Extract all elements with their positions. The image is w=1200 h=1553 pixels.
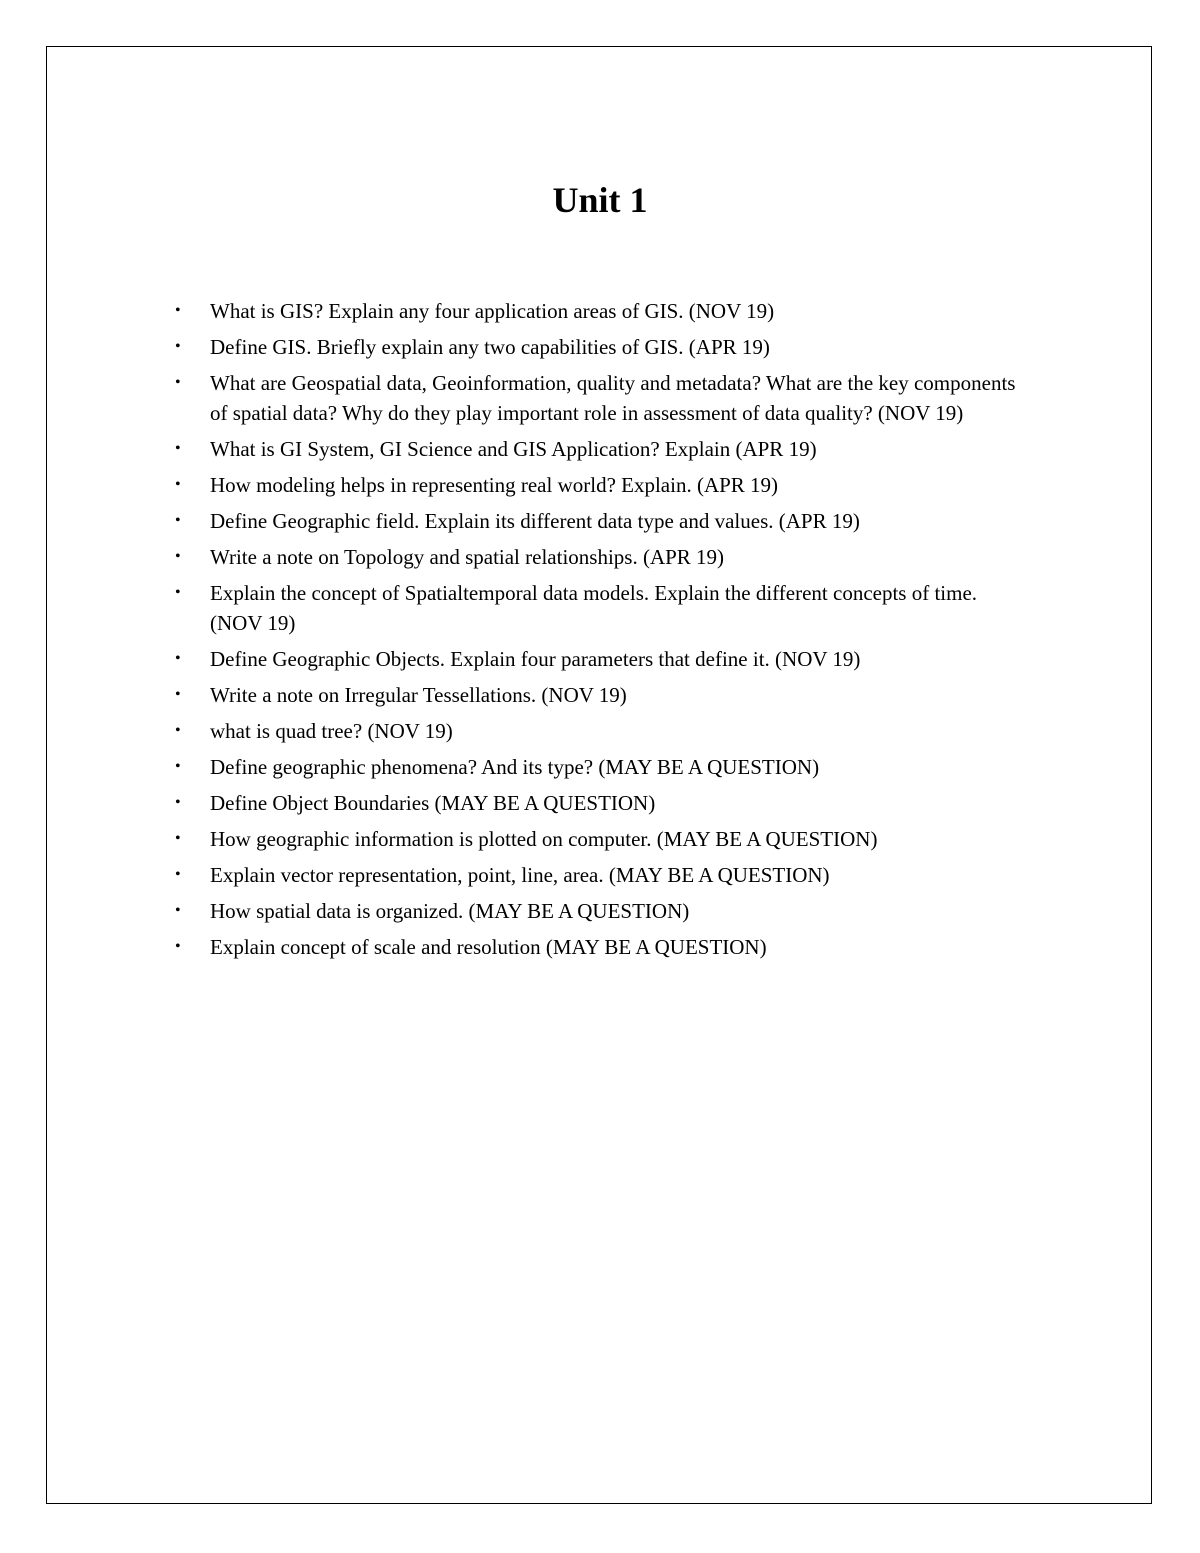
list-item	[175, 332, 1030, 362]
question-text: Define Object Boundaries (MAY BE A QUESTION)	[210, 791, 656, 815]
bullet-icon: •	[175, 686, 181, 703]
question-text: Define Geographic field. Explain its different data type and values. (APR 19)	[210, 509, 860, 533]
list-item	[175, 470, 1030, 500]
bullet-icon: •	[175, 902, 181, 919]
bullet-icon: •	[175, 440, 181, 457]
question-text: How spatial data is organized. (MAY BE A QUESTION)	[210, 899, 690, 923]
list-item	[175, 296, 1030, 326]
question-text: Define GIS. Briefly explain any two capabilities of GIS. (APR 19)	[210, 335, 770, 359]
list-item	[175, 824, 1030, 854]
question-text: Explain the concept of Spatialtemporal data models. Explain the different concepts of time. (NOV 19)	[210, 581, 978, 635]
bullet-icon: •	[175, 512, 181, 529]
question-text: Explain vector representation, point, line, area. (MAY BE A QUESTION)	[210, 863, 830, 887]
question-list	[175, 296, 1030, 968]
list-item	[175, 644, 1030, 674]
question-text: Define geographic phenomena? And its type? (MAY BE A QUESTION)	[210, 755, 820, 779]
list-item	[175, 578, 1030, 638]
question-text: What is GIS? Explain any four application areas of GIS. (NOV 19)	[210, 299, 775, 323]
bullet-icon: •	[175, 938, 181, 955]
list-item	[175, 932, 1030, 962]
bullet-icon: •	[175, 584, 181, 601]
bullet-icon: •	[175, 794, 181, 811]
question-text: Write a note on Topology and spatial relationships. (APR 19)	[210, 545, 725, 569]
question-text: Explain concept of scale and resolution (MAY BE A QUESTION)	[210, 935, 767, 959]
list-item	[175, 368, 1030, 428]
bullet-icon: •	[175, 758, 181, 775]
list-item	[175, 506, 1030, 536]
bullet-icon: •	[175, 866, 181, 883]
page-title: Unit 1	[552, 180, 648, 220]
question-text: How modeling helps in representing real world? Explain. (APR 19)	[210, 473, 779, 497]
list-item	[175, 788, 1030, 818]
list-item	[175, 752, 1030, 782]
question-text: Define Geographic Objects. Explain four parameters that define it. (NOV 19)	[210, 647, 861, 671]
list-item	[175, 860, 1030, 890]
question-text: what is quad tree? (NOV 19)	[210, 719, 453, 743]
question-text: How geographic information is plotted on computer. (MAY BE A QUESTION)	[210, 827, 878, 851]
question-text: What is GI System, GI Science and GIS Application? Explain (APR 19)	[210, 437, 817, 461]
list-item	[175, 896, 1030, 926]
list-item	[175, 542, 1030, 572]
bullet-icon: •	[175, 338, 181, 355]
bullet-icon: •	[175, 374, 181, 391]
list-item	[175, 434, 1030, 464]
question-text: What are Geospatial data, Geoinformation, quality and metadata? What are the key components of spatial data? Why do they play important role in assessment of data quality? (NOV 19)	[210, 371, 1016, 425]
list-item	[175, 680, 1030, 710]
bullet-icon: •	[175, 830, 181, 847]
bullet-icon: •	[175, 476, 181, 493]
question-text: Write a note on Irregular Tessellations. (NOV 19)	[210, 683, 627, 707]
bullet-icon: •	[175, 548, 181, 565]
bullet-icon: •	[175, 722, 181, 739]
list-item	[175, 716, 1030, 746]
bullet-icon: •	[175, 650, 181, 667]
bullet-icon: •	[175, 302, 181, 319]
